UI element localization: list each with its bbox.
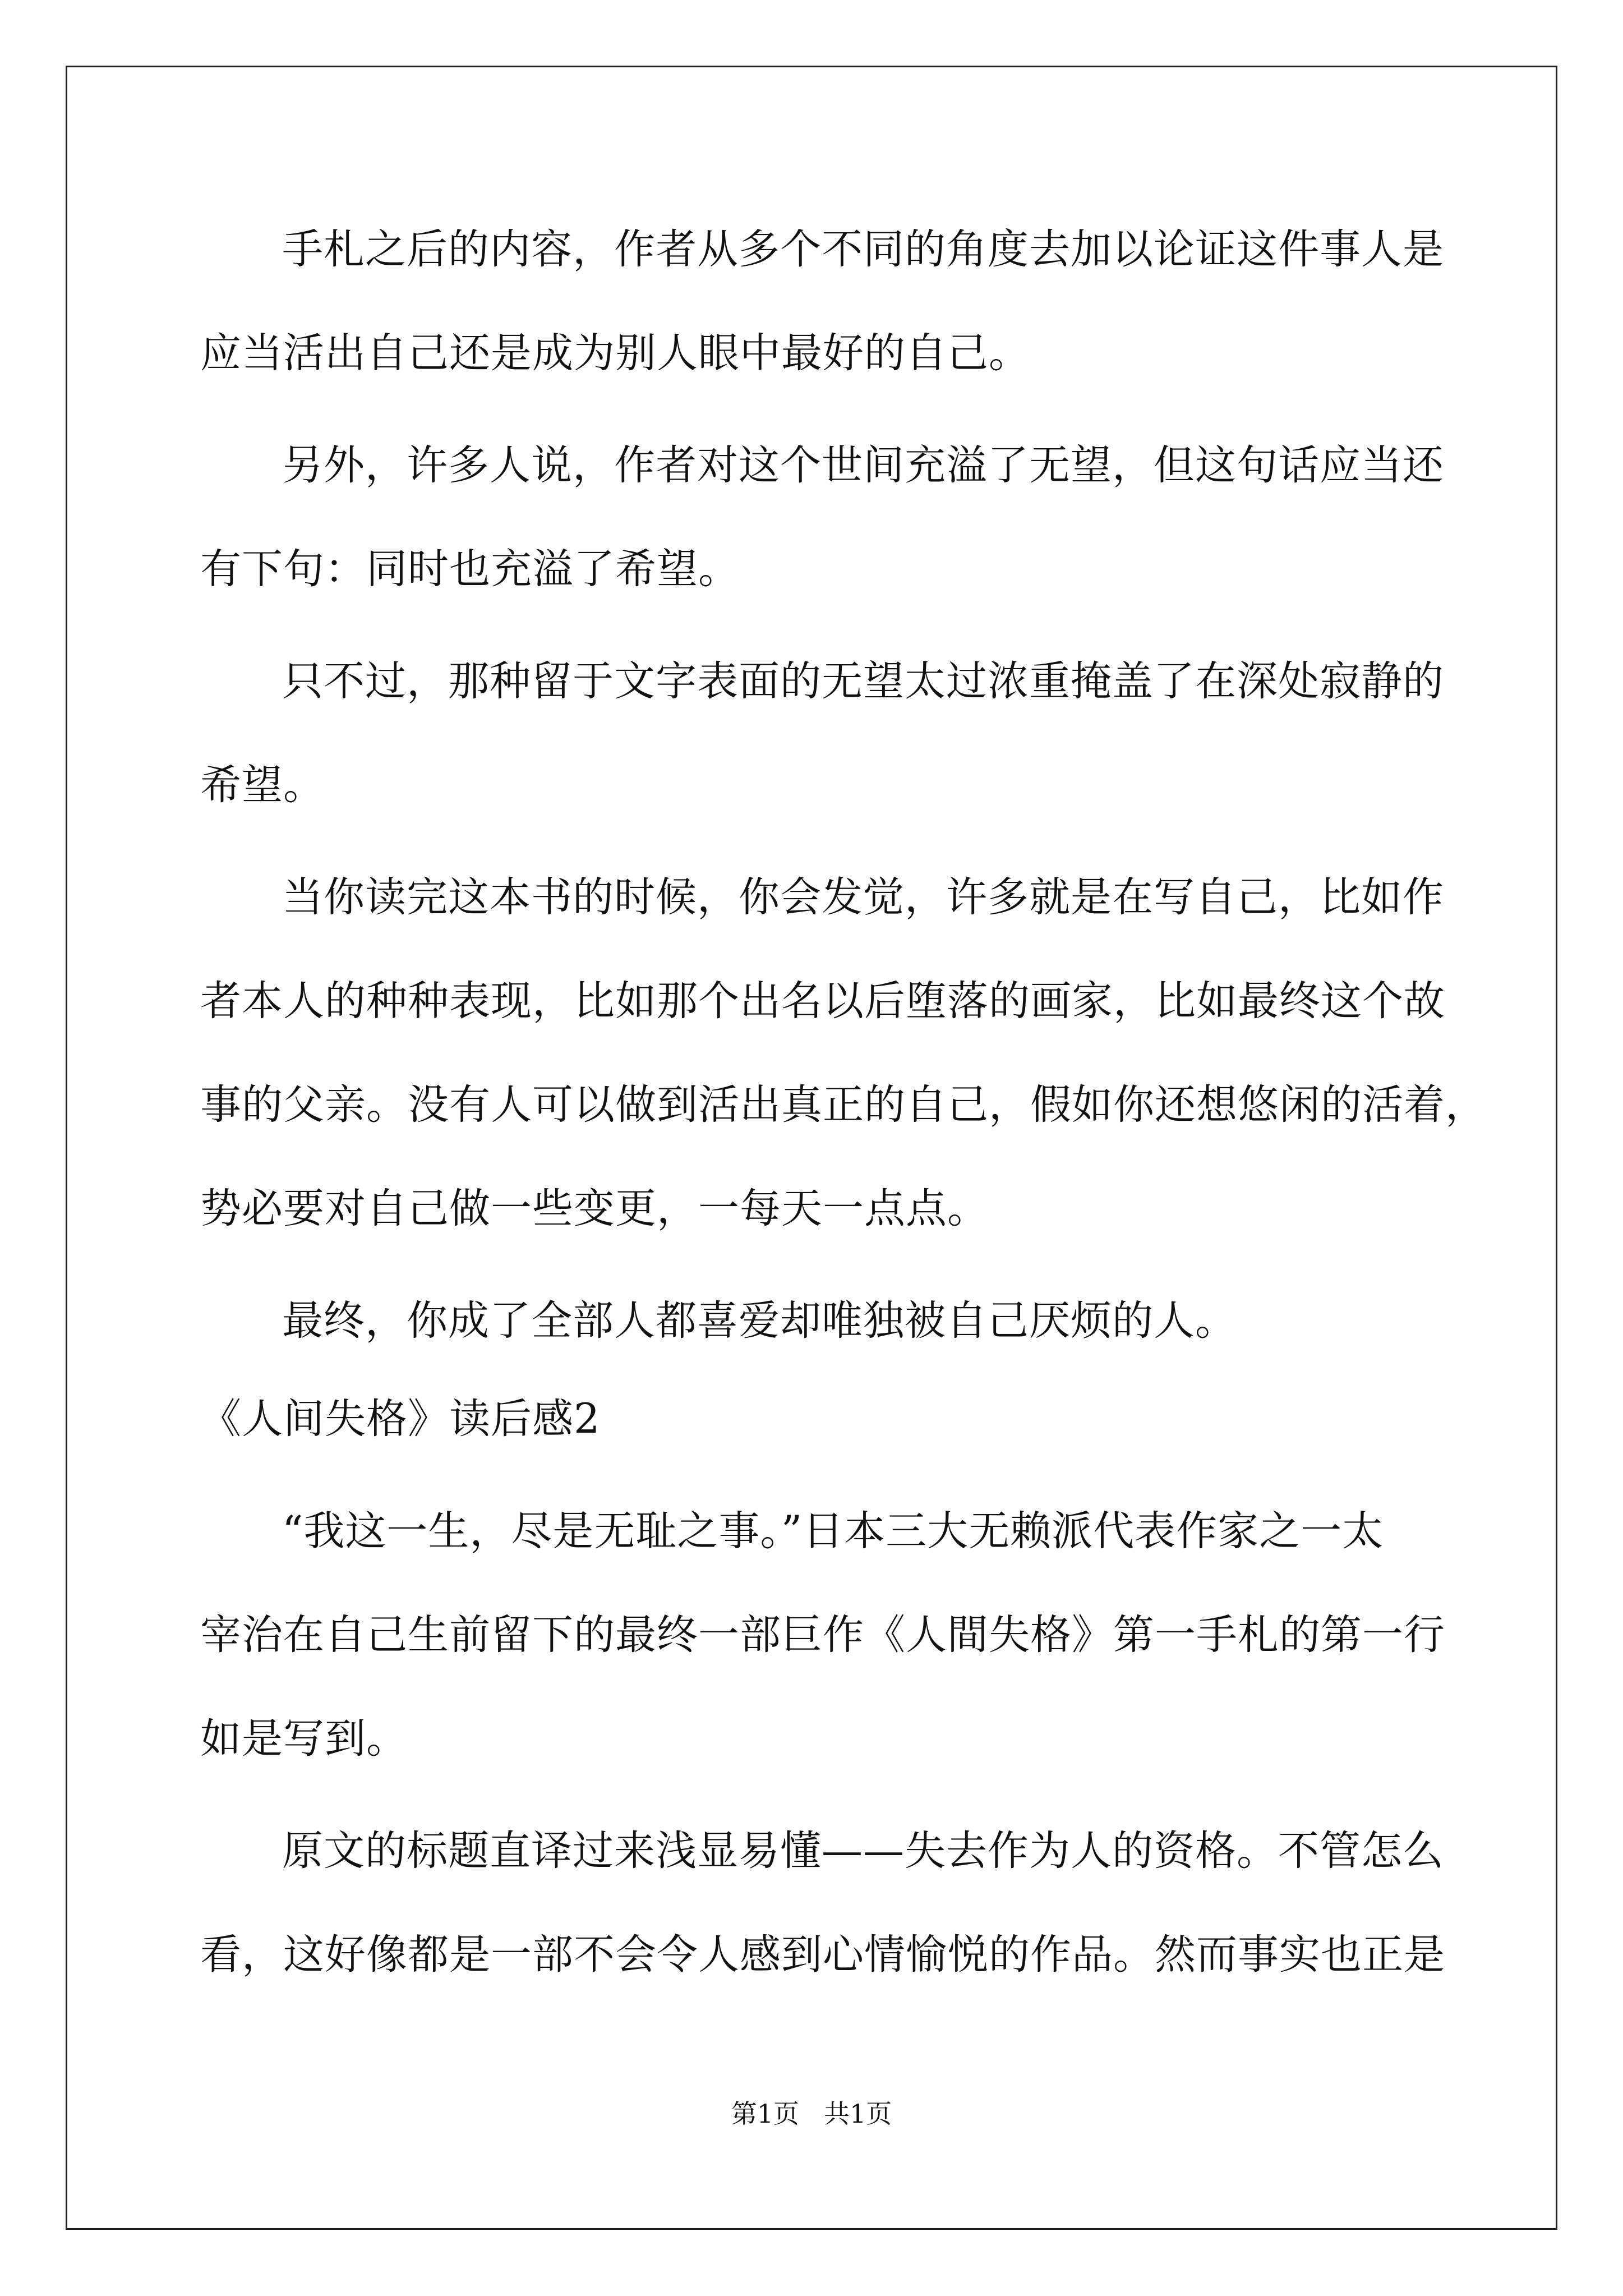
paragraph-line: “我这一生，尽是无耻之事。”日本三大无赖派代表作家之一太 bbox=[282, 1507, 1384, 1555]
paragraph-line: 事的父亲。没有人可以做到活出真正的自己，假如你还想悠闲的活着， bbox=[200, 1081, 1487, 1129]
page-number: 第1页 bbox=[731, 2099, 800, 2129]
footer-spacer bbox=[799, 2099, 824, 2129]
paragraph-line: 应当活出自己还是成为别人眼中最好的自己。 bbox=[200, 329, 1030, 377]
page-frame bbox=[66, 66, 1557, 2230]
paragraph-line: 有下句：同时也充溢了希望。 bbox=[200, 545, 740, 593]
paragraph-line: 如是写到。 bbox=[200, 1715, 408, 1763]
paragraph-line: 原文的标题直译过来浅显易懂——失去作为人的资格。不管怎么 bbox=[282, 1827, 1444, 1875]
paragraph-line: 希望。 bbox=[200, 761, 325, 809]
page-total: 共1页 bbox=[823, 2099, 892, 2129]
paragraph-line: 宰治在自己生前留下的最终一部巨作《人間失格》第一手札的第一行 bbox=[200, 1611, 1445, 1659]
section-heading: 《人间失格》读后感2 bbox=[200, 1395, 601, 1443]
paragraph-line: 只不过，那种留于文字表面的无望太过浓重掩盖了在深处寂静的 bbox=[282, 657, 1444, 705]
page-footer bbox=[0, 2097, 1623, 2131]
paragraph-line: 最终，你成了全部人都喜爱却唯独被自己厌烦的人。 bbox=[282, 1297, 1237, 1345]
paragraph-line: 者本人的种种表现，比如那个出名以后堕落的画家，比如最终这个故 bbox=[200, 977, 1445, 1025]
paragraph-line: 看，这好像都是一部不会令人感到心情愉悦的作品。然而事实也正是 bbox=[200, 1931, 1445, 1978]
paragraph-line: 另外，许多人说，作者对这个世间充溢了无望，但这句话应当还 bbox=[282, 441, 1444, 489]
paragraph-line: 手札之后的内容，作者从多个不同的角度去加以论证这件事人是 bbox=[282, 226, 1444, 273]
paragraph-line: 势必要对自己做一些变更，一每天一点点。 bbox=[200, 1185, 989, 1232]
paragraph-line: 当你读完这本书的时候，你会发觉，许多就是在写自己，比如作 bbox=[282, 873, 1444, 921]
